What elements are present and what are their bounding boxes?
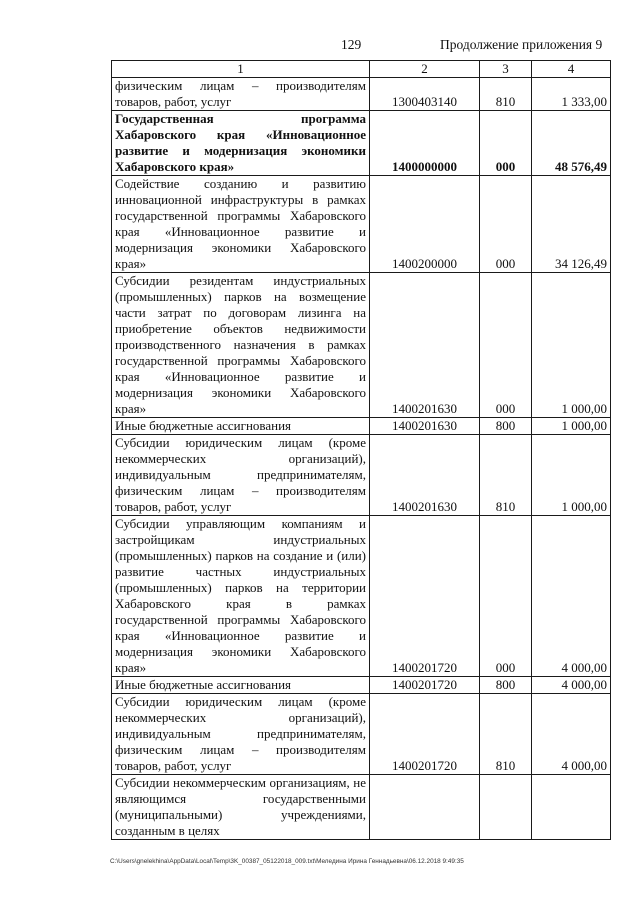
row-name-cell: Иные бюджетные ассигнования: [112, 418, 370, 435]
table-row: [112, 273, 611, 418]
row-sum-cell: 34 126,49: [532, 176, 611, 273]
row-name-cell: Субсидии юридическим лицам (кроме некоммерческих организаций), индивидуальным предпринимателям, физическим лицам – производителям товаров, работ, услуг: [112, 694, 370, 775]
table-row: [112, 176, 611, 273]
row-code-cell: 1400201630: [370, 273, 480, 418]
page-number: 129: [341, 37, 362, 52]
row-name-cell: Субсидии резидентам индустриальных (промышленных) парков на возмещение части затрат по договорам лизинга на приобретение объектов недвижимости производственного назначения в рамках государственной программы Хабаровского края «Инновационное развитие и модернизация экономики Хабаровского края»: [112, 273, 370, 418]
table-row: [112, 775, 611, 840]
budget-table: [111, 60, 611, 840]
row-code-cell: [370, 775, 480, 840]
row-code-cell: 1400201720: [370, 516, 480, 677]
row-name-cell: физическим лицам – производителям товаров, работ, услуг: [112, 78, 370, 111]
row-kind-cell: 000: [480, 516, 532, 677]
row-code-cell: 1400201630: [370, 418, 480, 435]
table-row: [112, 694, 611, 775]
row-name-cell: Субсидии юридическим лицам (кроме некоммерческих организаций), индивидуальным предпринимателям, физическим лицам – производителям товаров, работ, услуг: [112, 435, 370, 516]
row-sum-cell: 4 000,00: [532, 516, 611, 677]
column-header-name: 1: [112, 61, 370, 78]
row-code-cell: 1400201630: [370, 435, 480, 516]
row-kind-cell: 810: [480, 435, 532, 516]
row-sum-cell: 1 000,00: [532, 418, 611, 435]
row-kind-cell: 800: [480, 677, 532, 694]
table-row: [112, 111, 611, 176]
row-sum-cell: 1 333,00: [532, 78, 611, 111]
row-name-cell: Иные бюджетные ассигнования: [112, 677, 370, 694]
row-sum-cell: 1 000,00: [532, 435, 611, 516]
row-code-cell: 1400201720: [370, 677, 480, 694]
row-code-cell: 1300403140: [370, 78, 480, 111]
row-sum-cell: 4 000,00: [532, 694, 611, 775]
table-row: [112, 418, 611, 435]
row-kind-cell: 000: [480, 176, 532, 273]
row-name-cell: Содействие созданию и развитию инновационной инфраструктуры в рамках государственной программы Хабаровского края «Инновационное развитие и модернизация экономики Хабаровского края»: [112, 176, 370, 273]
appendix-continuation-title: Продолжение приложения 9: [440, 37, 603, 52]
row-sum-cell: 48 576,49: [532, 111, 611, 176]
table-body: [112, 78, 611, 840]
row-sum-cell: 4 000,00: [532, 677, 611, 694]
table-row: [112, 78, 611, 111]
row-name-cell: Субсидии некоммерческим организациям, не являющимся государственными (муниципальными) учреждениями, созданным в целях: [112, 775, 370, 840]
table-row: [112, 516, 611, 677]
column-header-kind: 3: [480, 61, 532, 78]
row-code-cell: 1400000000: [370, 111, 480, 176]
table-row: [112, 435, 611, 516]
row-kind-cell: 000: [480, 273, 532, 418]
row-sum-cell: [532, 775, 611, 840]
row-kind-cell: 810: [480, 78, 532, 111]
table-header-row: [112, 61, 611, 78]
row-kind-cell: 810: [480, 694, 532, 775]
row-code-cell: 1400200000: [370, 176, 480, 273]
column-header-code: 2: [370, 61, 480, 78]
row-sum-cell: 1 000,00: [532, 273, 611, 418]
row-kind-cell: 000: [480, 111, 532, 176]
table-row: [112, 677, 611, 694]
row-code-cell: 1400201720: [370, 694, 480, 775]
file-path-footer: C:\Users\gnelekhina\AppData\Local\Temp\3K_00387_05122018_009.txt\Меледина Ирина Геннадьевна\06.12.2018 9:49:35: [110, 858, 464, 865]
row-name-cell: Субсидии управляющим компаниям и застройщикам индустриальных (промышленных) парков на создание и (или) развитие частных индустриальных (промышленных) парков на территории Хабаровского края в рамках государственной программы Хабаровского края «Инновационное развитие и модернизация экономики Хабаровского края»: [112, 516, 370, 677]
row-name-cell: Государственная программа Хабаровского края «Инновационное развитие и модернизация экономики Хабаровского края»: [112, 111, 370, 176]
column-header-sum: 4: [532, 61, 611, 78]
row-kind-cell: [480, 775, 532, 840]
row-kind-cell: 800: [480, 418, 532, 435]
